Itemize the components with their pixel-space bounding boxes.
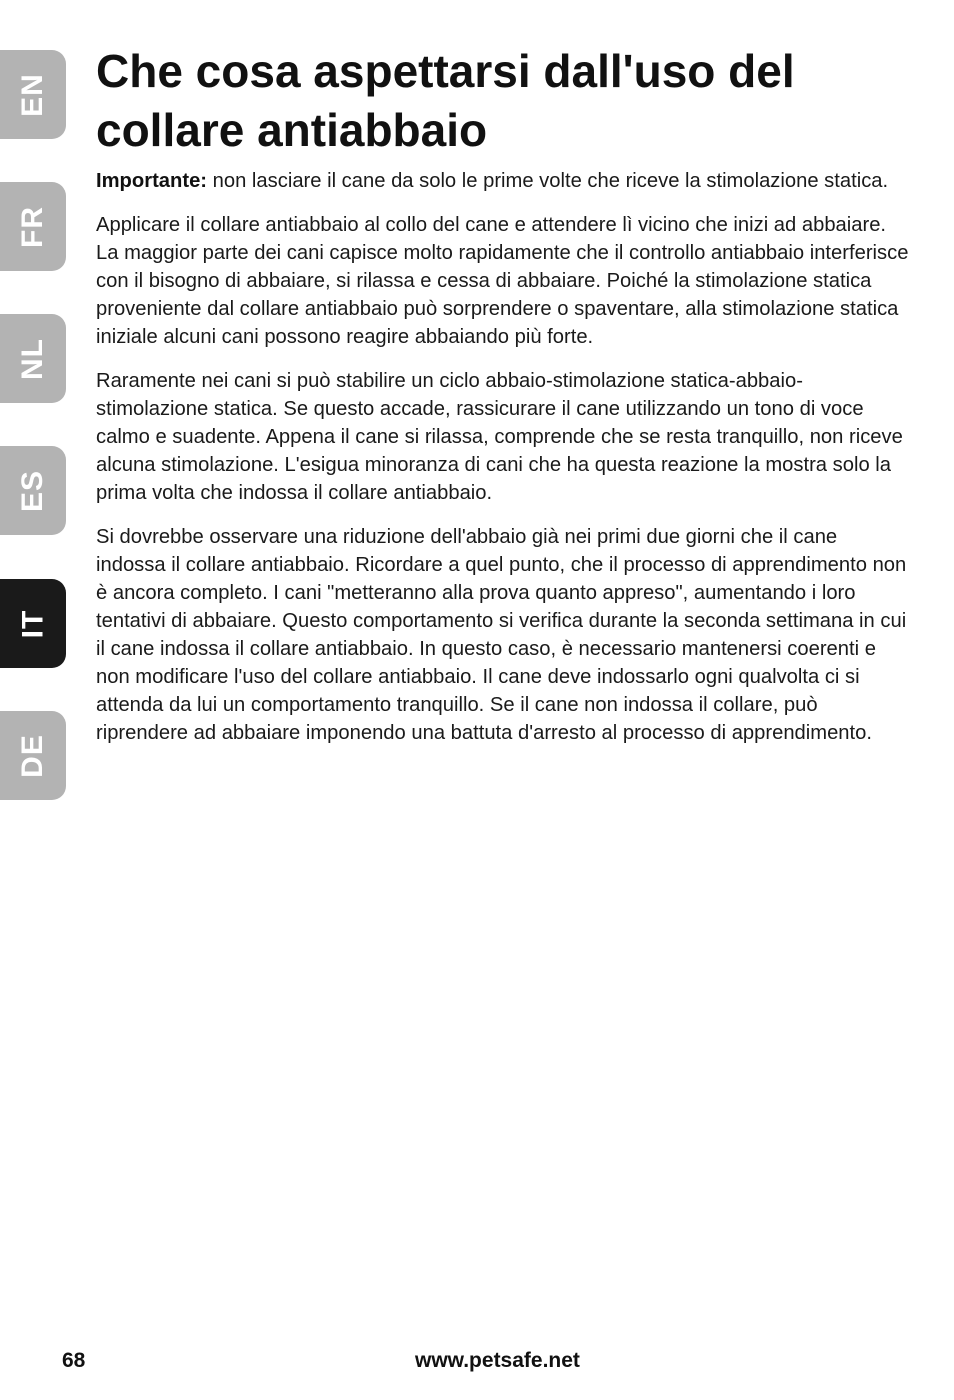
- paragraph-1: Applicare il collare antiabbaio al collo del cane e attendere lì vicino che inizi ad abbaiare. La maggior parte dei cani capisce molto rapidamente che il controllo antiabbaio interferisce con il bisogno di abbaiare, si rilassa e cessa di abbaiare. Poiché la stimolazione statica proveniente dal collare antiabbaio può sorprendere o spaventare, alla stimolazione statica iniziale alcuni cani possono reagire abbaiando più forte.: [96, 214, 909, 348]
- paragraph-2: Raramente nei cani si può stabilire un ciclo abbaio-stimolazione statica-abbaio-stimolazione statica. Se questo accade, rassicurare il cane utilizzando un tono di voce calmo e suadente. Appena il cane si rilassa, comprende che se resta tranquillo, non riceve alcuna stimolazione. L'esigua minoranza di cani che ha questa reazione la mostra solo la prima volta che indossa il collare antiabbaio.: [96, 370, 903, 504]
- important-text: non lasciare il cane da solo le prime volte che riceve la stimolazione statica.: [207, 170, 889, 192]
- page-title: Che cosa aspettarsi dall'uso del collare antiabbaio: [96, 45, 795, 156]
- paragraph-3: Si dovrebbe osservare una riduzione dell'abbaio già nei primi due giorni che il cane indossa il collare antiabbaio. Ricordare a quel punto, che il processo di apprendimento non è ancora completo. I cani "metteranno alla prova quanto appreso", aumentando i loro tentativi di abbaiare. Questo comportamento si verifica durante la seconda settimana in cui il cane indossa il collare antiabbaio. In questo caso, è necessario mantenersi coerenti e non modificare l'uso del collare antiabbaio. Il cane deve indossarlo ogni qualvolta ci si attenda da lui un comportamento tranquillo. Se il cane non indossa il collare, può riprendere ad abbaiare imponendo una battuta d'arresto al processo di apprendimento.: [96, 526, 907, 744]
- language-tab-es[interactable]: [0, 446, 66, 535]
- language-tab-nl[interactable]: [0, 314, 66, 403]
- language-tab-en[interactable]: [0, 50, 66, 139]
- language-tab-label: NL: [16, 337, 49, 380]
- page-number: 68: [62, 1349, 86, 1372]
- language-tab-fr[interactable]: [0, 182, 66, 271]
- language-tab-label: DE: [16, 733, 49, 778]
- language-tab-label: IT: [15, 609, 49, 638]
- language-tab-label: EN: [16, 72, 49, 117]
- footer-url[interactable]: www.petsafe.net: [415, 1349, 580, 1372]
- language-tab-it[interactable]: [0, 579, 66, 668]
- language-tab-label: FR: [16, 205, 49, 248]
- language-tab-label: ES: [16, 469, 49, 512]
- body-content: [96, 167, 911, 763]
- important-label: Importante:: [96, 170, 208, 192]
- important-note: [96, 167, 911, 195]
- language-tab-de[interactable]: [0, 711, 66, 800]
